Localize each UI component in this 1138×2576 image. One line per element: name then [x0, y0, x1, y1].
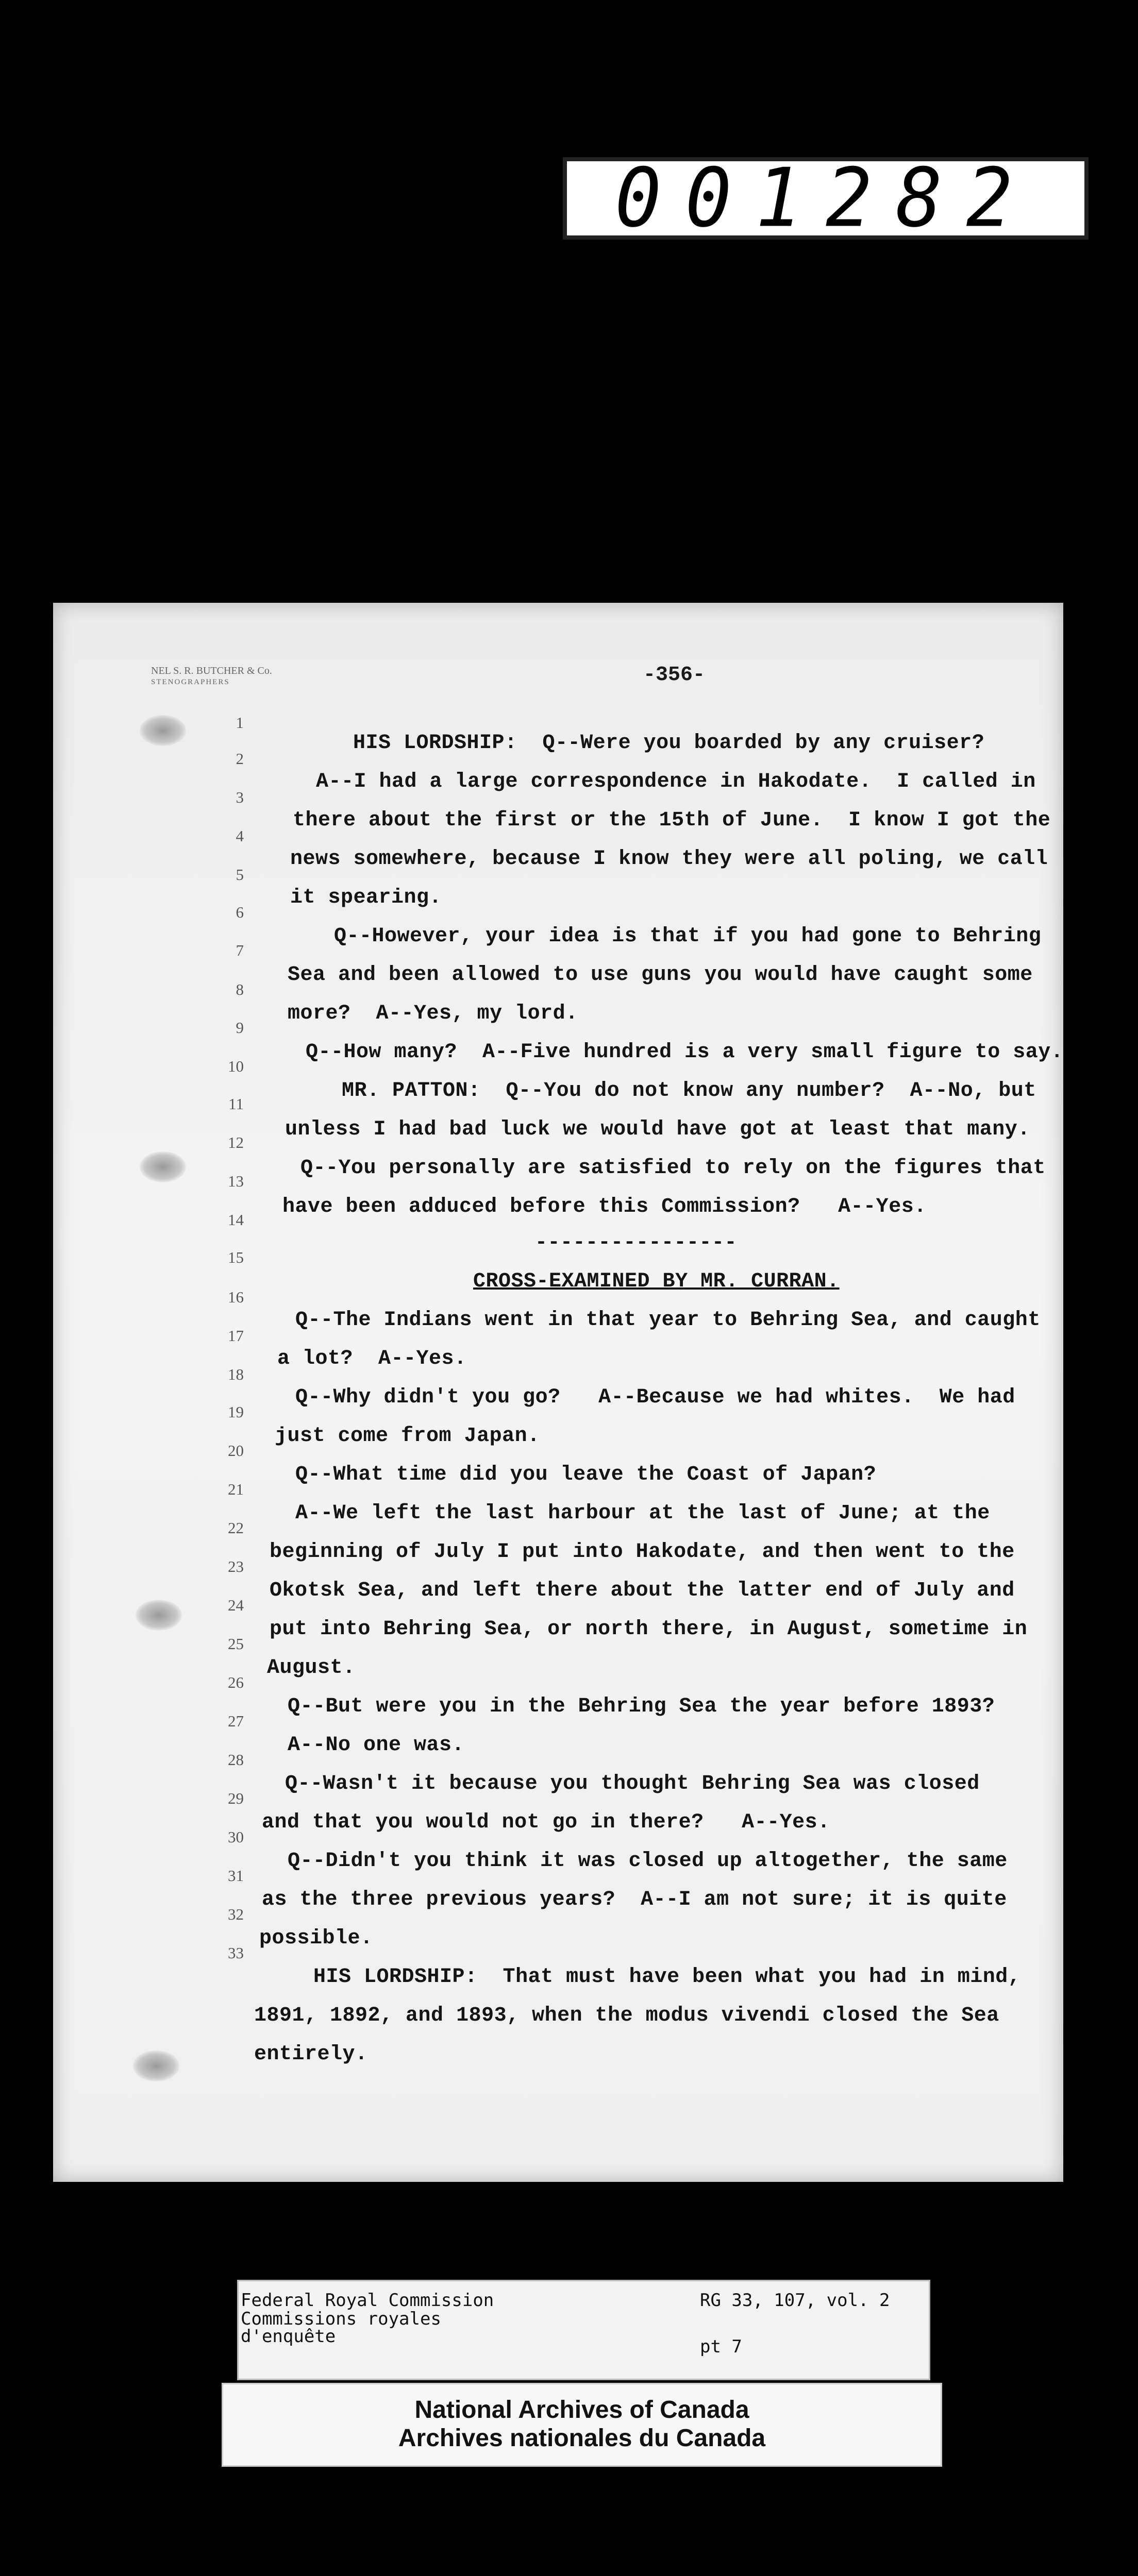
punch-hole [133, 2050, 179, 2081]
line-number: 25 [228, 1635, 244, 1653]
line-number: 18 [228, 1365, 244, 1383]
line-number: 9 [236, 1019, 244, 1037]
punch-hole [136, 1600, 182, 1631]
transcript-separator: ---------------- [535, 1231, 738, 1255]
line-number: 21 [228, 1480, 244, 1498]
line-number: 20 [228, 1442, 244, 1460]
stenographer-subtitle: STENOGRAPHERS [151, 678, 230, 686]
line-number: 17 [228, 1327, 244, 1345]
line-number: 32 [228, 1905, 244, 1923]
transcript-line: 1891, 1892, and 1893, when the modus vivendi closed the Sea [254, 2004, 999, 2027]
line-number: 5 [236, 866, 244, 884]
transcript-line: Q--How many? A--Five hundred is a very small figure to say. [306, 1041, 1064, 1064]
section-heading: CROSS-EXAMINED BY MR. CURRAN. [473, 1270, 840, 1293]
transcript-line: A--No one was. [288, 1734, 465, 1757]
line-number: 12 [228, 1133, 244, 1151]
label-enquete: d'enquête [241, 2326, 336, 2347]
transcript-line: a lot? A--Yes. [277, 1347, 467, 1370]
line-number: 6 [236, 903, 244, 921]
transcript-line: unless I had bad luck we would have got at least that many. [285, 1118, 1030, 1141]
transcript-line: Q--What time did you leave the Coast of Japan? [295, 1463, 877, 1486]
line-number: 19 [228, 1403, 244, 1421]
transcript-line: Q--Wasn't it because you thought Behring Sea was closed [285, 1772, 980, 1795]
punch-hole [140, 715, 186, 746]
line-number: 31 [228, 1867, 244, 1885]
transcript-line: entirely. [254, 2043, 368, 2066]
line-number: 16 [228, 1288, 244, 1306]
transcript-line: Q--You personally are satisfied to rely on the figures that [300, 1157, 1046, 1180]
transcript-line: more? A--Yes, my lord. [288, 1002, 578, 1025]
transcript-line: A--We left the last harbour at the last of June; at the [295, 1502, 990, 1525]
transcript-line: just come from Japan. [275, 1425, 540, 1448]
transcript-line: Q--However, your idea is that if you had gone to Behring [334, 925, 1042, 948]
label-commission-fr: Commissions royales [241, 2309, 441, 2329]
transcript-line: MR. PATTON: Q--You do not know any number? A--No, but [342, 1079, 1036, 1103]
transcript-line: Q--The Indians went in that year to Behring Sea, and caught [295, 1309, 1041, 1332]
stenographer-header [151, 665, 272, 687]
transcript-line: it spearing. [290, 886, 442, 909]
transcript-line: Q--Why didn't you go? A--Because we had whites. We had [295, 1386, 1015, 1409]
transcript-line: A--I had a large correspondence in Hakodate. I called in [316, 770, 1036, 793]
line-number: 30 [228, 1828, 244, 1846]
transcript-line: put into Behring Sea, or north there, in August, sometime in [270, 1618, 1028, 1641]
line-number: 7 [236, 941, 244, 959]
transcript-line: as the three previous years? A--I am not sure; it is quite [262, 1888, 1007, 1911]
document-page [53, 603, 1063, 2182]
transcript-line: August. [267, 1656, 356, 1680]
line-number: 13 [228, 1172, 244, 1190]
transcript-line: Q--But were you in the Behring Sea the year before 1893? [288, 1695, 995, 1718]
line-number: 33 [228, 1944, 244, 1962]
line-number: 23 [228, 1557, 244, 1575]
line-number: 22 [228, 1519, 244, 1537]
line-number: 15 [228, 1248, 244, 1266]
transcript-line: there about the first or the 15th of June. I know I got the [293, 809, 1051, 832]
transcript-line: have been adduced before this Commission? A--Yes. [282, 1195, 927, 1218]
archive-reference-label [237, 2280, 930, 2380]
transcript-line: Sea and been allowed to use guns you would have caught some [288, 963, 1033, 987]
line-number: 11 [228, 1095, 244, 1113]
archives-name-fr: Archives nationales du Canada [398, 2425, 766, 2452]
transcript-line: Okotsk Sea, and left there about the latter end of July and [270, 1579, 1015, 1602]
punch-hole [140, 1151, 186, 1182]
line-number: 26 [228, 1673, 244, 1691]
label-commission-en: Federal Royal Commission [241, 2290, 494, 2311]
frame-number: 001282 [615, 151, 1036, 246]
line-number: 4 [236, 827, 244, 845]
transcript-line: news somewhere, because I know they were all poling, we call [290, 848, 1048, 871]
line-number: 27 [228, 1712, 244, 1730]
archives-name-en: National Archives of Canada [414, 2396, 749, 2424]
page-number: -356- [643, 664, 706, 687]
national-archives-banner [222, 2383, 942, 2467]
line-number: 8 [236, 980, 244, 998]
label-record-group: RG 33, 107, vol. 2 [700, 2290, 890, 2311]
stenographer-name: NEL S. R. BUTCHER & Co. [151, 665, 272, 676]
line-number: 28 [228, 1751, 244, 1769]
transcript-line: HIS LORDSHIP: That must have been what you had in mind, [313, 1965, 1021, 1989]
line-number: 1 [236, 714, 244, 732]
transcript-line: beginning of July I put into Hakodate, and then went to the [270, 1540, 1015, 1564]
transcript-line: HIS LORDSHIP: Q--Were you boarded by any cruiser? [353, 732, 985, 755]
line-number: 10 [228, 1057, 244, 1075]
line-number: 3 [236, 788, 244, 806]
line-number: 2 [236, 750, 244, 768]
transcript-line: and that you would not go in there? A--Yes. [262, 1811, 830, 1834]
line-number: 29 [228, 1789, 244, 1807]
transcript-line: possible. [259, 1927, 373, 1950]
line-number: 14 [228, 1211, 244, 1229]
label-part: pt 7 [700, 2336, 742, 2357]
transcript-line: Q--Didn't you think it was closed up altogether, the same [288, 1850, 1008, 1873]
line-number: 24 [228, 1596, 244, 1614]
frame-number-plate [563, 151, 1089, 246]
